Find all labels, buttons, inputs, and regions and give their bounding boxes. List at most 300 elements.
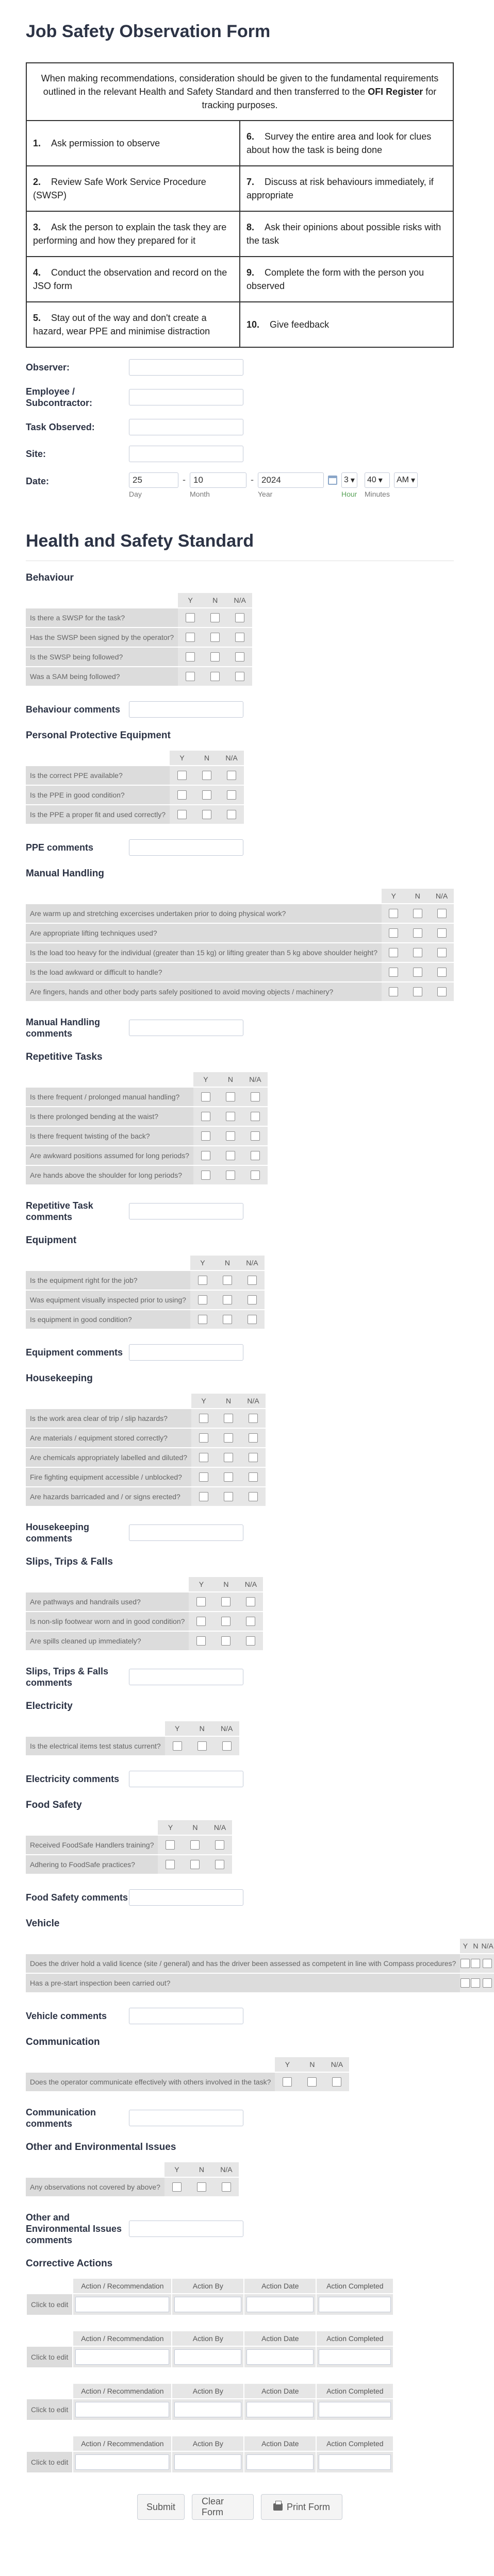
matrix-checkbox[interactable] [173,1741,182,1751]
matrix-cell [219,766,244,785]
matrix-cell [275,2073,300,2091]
matrix-checkbox[interactable] [226,1151,235,1160]
action-input[interactable] [75,2297,169,2312]
matrix-question: Are warm up and stretching excercises undertaken prior to doing physical work? [26,904,382,923]
matrix-cell [470,1954,481,1973]
matrix-checkbox[interactable] [197,2182,206,2192]
day-label: Day [129,490,142,498]
comment-label-food: Food Safety comments [26,1892,128,1903]
chevron-down-icon: ▾ [350,476,355,485]
matrix-checkbox[interactable] [186,652,195,662]
comment-row-manual [26,1016,454,1039]
matrix-header [26,1256,265,1270]
matrix-cell [194,786,219,804]
matrix-col-header: Y [164,2162,189,2177]
matrix-checkbox[interactable] [166,1860,175,1869]
matrix-checkbox[interactable] [215,1840,224,1850]
action-input[interactable] [246,2454,314,2470]
comment-input-housekeeping[interactable] [129,1524,243,1541]
corrective-action-table [26,2330,394,2368]
action-col-header: Action Completed [317,2384,393,2398]
action-input[interactable] [246,2402,314,2417]
instruction-step [26,211,240,257]
matrix-checkbox[interactable] [413,928,422,938]
matrix-checkbox[interactable] [251,1092,260,1101]
matrix-col-header: N [470,1939,481,1953]
matrix-cell [382,963,406,981]
matrix-checkbox[interactable] [249,1453,258,1462]
matrix-checkbox[interactable] [248,1315,257,1324]
matrix-checkbox[interactable] [413,909,422,918]
matrix-vehicle [26,1938,494,1993]
step-text-content: Give feedback [270,319,330,330]
matrix-row [26,1836,232,1854]
matrix-cell [183,1855,207,1874]
comment-input-behaviour[interactable] [129,701,243,718]
matrix-cell [203,648,227,666]
action-cell [244,2452,316,2472]
matrix-cell [382,982,406,1001]
matrix-cell [243,1166,268,1184]
matrix-checkbox[interactable] [198,1295,207,1304]
matrix-cell [227,667,252,686]
matrix-cell [430,904,454,923]
matrix-checkbox[interactable] [221,1597,230,1606]
instruction-row [26,166,453,211]
matrix-checkbox[interactable] [413,987,422,996]
matrix-checkbox[interactable] [227,771,236,780]
subsection-title-equipment: Equipment [26,1235,77,1246]
matrix-cell [240,1271,265,1290]
matrix-checkbox[interactable] [437,928,447,938]
matrix-cell [189,1592,213,1611]
click-to-edit-label: Click to edit [27,2294,72,2315]
matrix-checkbox[interactable] [223,1315,232,1324]
action-input[interactable] [174,2454,241,2470]
observer-input[interactable] [129,359,243,376]
matrix-checkbox[interactable] [389,909,398,918]
matrix-checkbox[interactable] [471,1959,480,1968]
matrix-col-header: N/A [430,889,454,903]
comment-input-slips[interactable] [129,1669,243,1685]
calendar-icon[interactable] [328,476,337,485]
matrix-checkbox[interactable] [197,1741,207,1751]
matrix-row [26,1612,263,1631]
matrix-col-header: N/A [238,1577,263,1591]
matrix-checkbox[interactable] [201,1151,210,1160]
matrix-checkbox[interactable] [202,790,211,800]
matrix-checkbox[interactable] [226,1131,235,1141]
matrix-communication [26,2056,349,2092]
step-number: 10. [246,319,260,330]
step-number: 8. [246,222,255,232]
step-text-content: Ask their opinions about possible risks with the task [246,222,441,246]
subsection-title-manual: Manual Handling [26,868,104,879]
matrix-cell [170,766,194,785]
matrix-checkbox[interactable] [226,1171,235,1180]
matrix-checkbox[interactable] [235,613,244,622]
matrix-cell [193,1127,218,1145]
comment-row-ppe [26,839,454,856]
matrix-cell [219,805,244,824]
comment-input-other[interactable] [129,2221,243,2237]
comment-input-repetitive[interactable] [129,1203,243,1219]
matrix-checkbox[interactable] [248,1295,257,1304]
matrix-checkbox[interactable] [224,1414,233,1423]
matrix-question: Are pathways and handrails used? [26,1592,189,1611]
matrix-row [26,1487,266,1506]
matrix-checkbox[interactable] [249,1472,258,1482]
matrix-checkbox[interactable] [223,1295,232,1304]
matrix-checkbox[interactable] [437,948,447,957]
matrix-checkbox[interactable] [177,810,187,819]
matrix-checkbox[interactable] [198,1315,207,1324]
matrix-cell [191,1448,216,1467]
matrix-row [26,1954,494,1973]
print-form-button[interactable]: Print Form [261,2494,342,2520]
comment-label-slips: Slips, Trips & Falls comments [26,1666,109,1688]
action-input[interactable] [319,2349,391,2365]
matrix-cell [300,2073,324,2091]
chevron-down-icon: ▾ [410,476,415,485]
matrix-checkbox[interactable] [224,1472,233,1482]
matrix-cell [214,2178,239,2196]
matrix-checkbox[interactable] [235,652,244,662]
matrix-checkbox[interactable] [249,1414,258,1423]
matrix-col-header: N/A [481,1939,493,1953]
matrix-checkbox[interactable] [389,968,398,977]
comment-row-housekeeping [26,1521,454,1544]
matrix-cell [216,1409,241,1428]
matrix-checkbox[interactable] [210,672,220,681]
subsection-title-repetitive: Repetitive Tasks [26,1052,103,1062]
printer-icon [273,2503,283,2511]
ampm-select[interactable]: AM ▾ [394,472,418,488]
matrix-checkbox[interactable] [202,771,211,780]
matrix-row [26,1146,268,1165]
action-input[interactable] [319,2454,391,2470]
comment-row-repetitive [26,1200,454,1223]
matrix-question: Is the equipment right for the job? [26,1271,190,1290]
action-col-header: Action By [172,2436,243,2451]
task-label: Task Observed: [26,422,95,432]
matrix-checkbox[interactable] [227,810,236,819]
comment-input-food[interactable] [129,1889,243,1906]
action-input[interactable] [75,2402,169,2417]
employee-input[interactable] [129,389,243,405]
matrix-checkbox[interactable] [413,968,422,977]
matrix-checkbox[interactable] [222,1741,232,1751]
matrix-checkbox[interactable] [186,633,195,642]
matrix-checkbox[interactable] [248,1276,257,1285]
subsection-title-behaviour: Behaviour [26,572,74,583]
matrix-checkbox[interactable] [215,1860,224,1869]
step-text [246,222,441,246]
matrix-checkbox[interactable] [460,1959,470,1968]
step-number: 2. [33,177,41,187]
matrix-cell [216,1487,241,1506]
matrix-checkbox[interactable] [283,2077,292,2087]
matrix-header [26,1721,239,1736]
matrix-col-header: N/A [215,1721,239,1736]
step-text [33,267,227,291]
corrective-action-table [26,2278,394,2316]
matrix-checkbox[interactable] [226,1092,235,1101]
task-input[interactable] [129,419,243,435]
comment-label-behaviour: Behaviour comments [26,704,121,715]
matrix-checkbox[interactable] [224,1433,233,1443]
matrix-cell [178,667,203,686]
matrix-repetitive [26,1071,268,1185]
comment-label-manual: Manual Handling comments [26,1017,100,1039]
matrix-checkbox[interactable] [177,771,187,780]
matrix-checkbox[interactable] [199,1433,208,1443]
matrix-checkbox[interactable] [307,2077,317,2087]
comment-input-ppe[interactable] [129,839,243,856]
matrix-row [26,1166,268,1184]
matrix-checkbox[interactable] [186,672,195,681]
matrix-checkbox[interactable] [210,613,220,622]
matrix-cell [481,1974,493,1992]
matrix-checkbox[interactable] [199,1492,208,1501]
matrix-checkbox[interactable] [166,1840,175,1850]
matrix-cell [189,1612,213,1631]
matrix-checkbox[interactable] [198,1276,207,1285]
matrix-cell [164,2178,189,2196]
matrix-electricity [26,1720,239,1756]
matrix-cell [170,805,194,824]
matrix-checkbox[interactable] [471,1978,480,1988]
comment-label-vehicle: Vehicle comments [26,2011,107,2021]
matrix-col-header: N/A [219,751,244,765]
matrix-checkbox[interactable] [483,1959,492,1968]
matrix-row [26,786,244,804]
matrix-checkbox[interactable] [235,672,244,681]
matrix-checkbox[interactable] [249,1492,258,1501]
matrix-col-header: Y [191,1394,216,1408]
site-input[interactable] [129,446,243,462]
matrix-cell [203,628,227,647]
matrix-checkbox[interactable] [196,1617,206,1626]
matrix-cell [218,1088,243,1106]
matrix-manual [26,888,454,1002]
action-input[interactable] [319,2297,391,2312]
minutes-select[interactable]: 40 ▾ [365,472,390,488]
year-input[interactable]: 2024 [258,472,324,488]
matrix-cell [190,1737,215,1755]
matrix-checkbox[interactable] [437,987,447,996]
step-text [246,131,431,155]
matrix-checkbox[interactable] [251,1151,260,1160]
matrix-checkbox[interactable] [235,633,244,642]
month-label: Month [190,490,210,498]
matrix-question: Was a SAM being followed? [26,667,178,686]
matrix-question: Was equipment visually inspected prior to using? [26,1291,190,1309]
matrix-cell [213,1632,238,1650]
matrix-question: Fire fighting equipment accessible / unblocked? [26,1468,191,1486]
matrix-checkbox[interactable] [202,810,211,819]
date-label: Date: [26,476,50,486]
click-to-edit-label: Click to edit [27,2347,72,2367]
matrix-checkbox[interactable] [223,1276,232,1285]
comment-row-communication [26,2107,454,2129]
matrix-question: Does the operator communicate effectively with others involved in the task? [26,2073,275,2091]
click-to-edit-label: Click to edit [27,2452,72,2472]
action-cell [172,2399,243,2420]
matrix-checkbox[interactable] [389,948,398,957]
matrix-checkbox[interactable] [201,1171,210,1180]
matrix-question: Are awkward positions assumed for long periods? [26,1146,193,1165]
matrix-checkbox[interactable] [190,1860,200,1869]
matrix-checkbox[interactable] [224,1453,233,1462]
instruction-step [26,166,240,211]
matrix-question: Are hands above the shoulder for long periods? [26,1166,193,1184]
day-input[interactable]: 25 [129,472,178,488]
matrix-behaviour [26,592,252,687]
step-text-content: Complete the form with the person you observed [246,267,424,291]
matrix-checkbox[interactable] [413,948,422,957]
comment-input-manual[interactable] [129,1020,243,1036]
matrix-col-header: N/A [227,593,252,607]
matrix-checkbox[interactable] [332,2077,341,2087]
matrix-checkbox[interactable] [249,1433,258,1443]
matrix-question: Does the driver hold a valid licence (site / general) and has the driver been assessed as competent in line with Compass procedures? [26,1954,460,1973]
matrix-food [26,1819,232,1875]
matrix-cell [178,608,203,627]
matrix-question: Is the load too heavy for the individual (greater than 15 kg) or lifting greater than 5 kg above shoulder height? [26,943,382,962]
site-row [26,446,454,462]
matrix-checkbox[interactable] [222,2182,231,2192]
action-header [27,2279,393,2293]
action-col-header: Action By [172,2279,243,2293]
matrix-question: Is the electrical items test status current? [26,1737,165,1755]
action-corner [27,2279,72,2293]
comment-row-vehicle [26,2008,454,2024]
matrix-row [26,805,244,824]
comment-input-electricity[interactable] [129,1771,243,1787]
matrix-checkbox[interactable] [227,790,236,800]
matrix-cell [194,766,219,785]
submit-button[interactable]: Submit [137,2494,185,2520]
comment-input-vehicle[interactable] [129,2008,243,2024]
matrix-cell [430,924,454,942]
matrix-checkbox[interactable] [196,1636,206,1646]
matrix-col-header: Y [189,1577,213,1591]
matrix-checkbox[interactable] [389,928,398,938]
matrix-cell [238,1632,263,1650]
matrix-checkbox[interactable] [251,1171,260,1180]
action-input[interactable] [246,2349,314,2365]
matrix-cell [382,943,406,962]
matrix-checkbox[interactable] [199,1453,208,1462]
step-text [246,177,434,200]
comment-input-communication[interactable] [129,2110,243,2126]
comment-input-equipment[interactable] [129,1344,243,1361]
matrix-checkbox[interactable] [246,1597,255,1606]
matrix-cell [207,1855,232,1874]
step-text-content: Stay out of the way and don't create a hazard, wear PPE and minimise distraction [33,313,210,336]
action-input[interactable] [174,2349,241,2365]
action-cell [317,2452,393,2472]
matrix-checkbox[interactable] [437,909,447,918]
action-col-header: Action By [172,2384,243,2398]
matrix-checkbox[interactable] [210,652,220,662]
matrix-checkbox[interactable] [201,1131,210,1141]
matrix-question: Are appropriate lifting techniques used? [26,924,382,942]
clear-form-button[interactable]: Clear Form [192,2494,254,2520]
action-input[interactable] [319,2402,391,2417]
hour-label: Hour [341,490,357,498]
matrix-cell [406,943,430,962]
sections-container [26,572,493,2246]
matrix-cell [227,608,252,627]
matrix-header [26,2057,349,2072]
matrix-checkbox[interactable] [201,1112,210,1121]
action-cell [244,2399,316,2420]
step-text-content: Survey the entire area and look for clues about how the task is being done [246,131,432,155]
matrix-checkbox[interactable] [196,1597,206,1606]
matrix-checkbox[interactable] [199,1414,208,1423]
matrix-checkbox[interactable] [186,613,195,622]
action-input[interactable] [174,2297,241,2312]
matrix-checkbox[interactable] [251,1112,260,1121]
matrix-checkbox[interactable] [483,1978,492,1988]
matrix-col-header: N/A [243,1072,268,1087]
matrix-header [26,2162,239,2177]
matrix-row [26,1737,239,1755]
matrix-checkbox[interactable] [437,968,447,977]
matrix-col-header: N [203,593,227,607]
matrix-corner [26,2162,164,2177]
matrix-question: Is the SWSP being followed? [26,648,178,666]
matrix-checkbox[interactable] [201,1092,210,1101]
month-input[interactable]: 10 [190,472,246,488]
action-input[interactable] [246,2297,314,2312]
matrix-checkbox[interactable] [199,1472,208,1482]
matrix-checkbox[interactable] [190,1840,200,1850]
matrix-checkbox[interactable] [389,987,398,996]
matrix-checkbox[interactable] [172,2182,182,2192]
matrix-question: Is there frequent / prolonged manual handling? [26,1088,193,1106]
comment-row-electricity [26,1771,454,1787]
matrix-checkbox[interactable] [210,633,220,642]
matrix-col-header: Y [382,889,406,903]
action-corner [27,2331,72,2346]
subsection-title-food: Food Safety [26,1800,82,1810]
matrix-cell [215,1271,240,1290]
matrix-checkbox[interactable] [221,1617,230,1626]
matrix-checkbox[interactable] [251,1131,260,1141]
hour-select[interactable]: 3 ▾ [341,472,357,488]
matrix-checkbox[interactable] [460,1978,470,1988]
matrix-checkbox[interactable] [226,1112,235,1121]
comment-label-equipment: Equipment comments [26,1347,123,1358]
matrix-checkbox[interactable] [221,1636,230,1646]
action-cell [73,2294,171,2315]
action-header [27,2384,393,2398]
matrix-checkbox[interactable] [177,790,187,800]
action-corner [27,2436,72,2451]
instruction-step [240,257,453,302]
action-row [27,2294,393,2315]
matrix-checkbox[interactable] [246,1617,255,1626]
action-input[interactable] [174,2402,241,2417]
matrix-cell [241,1487,266,1506]
action-input[interactable] [75,2454,169,2470]
matrix-checkbox[interactable] [246,1636,255,1646]
matrix-checkbox[interactable] [224,1492,233,1501]
action-input[interactable] [75,2349,169,2365]
